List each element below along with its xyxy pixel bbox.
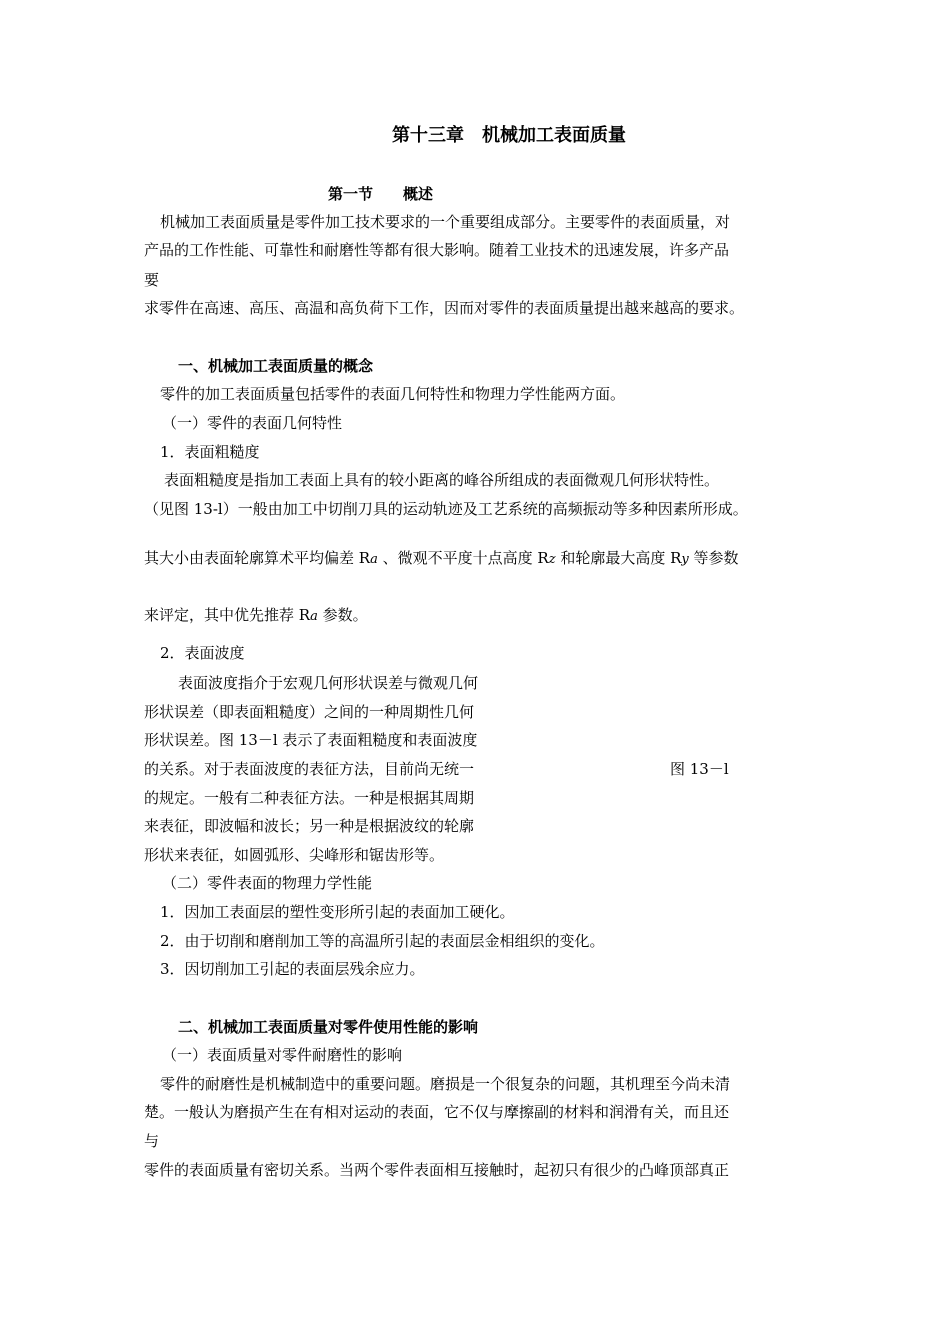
subheading-geometry: （一）零件的表面几何特性 [162,414,343,432]
waviness-line-1: 表面波度指介于宏观几何形状误差与微观几何 [178,674,479,692]
physical-item-2: 2．由于切削和磨削加工等的高温所引起的表面层金相组织的变化。 [160,932,605,950]
section-title: 第一节 概述 [328,185,434,203]
waviness-line-6: 来表征，即波幅和波长；另一种是根据波纹的轮廓 [144,817,475,835]
heading-concept: 一、机械加工表面质量的概念 [178,357,374,375]
ry-subscript: y [681,552,689,567]
roughness-eval-line [144,605,368,627]
wear-line-2: 楚。一般认为磨损产生在有相对运动的表面，它不仅与摩擦副的材料和润滑有关，而且还 [144,1103,730,1121]
waviness-line-2: 形状误差（即表面粗糙度）之间的一种周期性几何 [144,703,475,721]
waviness-line-4: 的关系。对于表面波度的表征方法，目前尚无统一 [144,760,475,778]
roughness-params-text-a: 其大小由表面轮廓算术平均偏差 R [144,549,371,567]
intro-line-4: 求零件在高速、高压、高温和高负荷下工作，因而对零件的表面质量提出越来越高的要求。 [144,299,745,317]
item-roughness: 1．表面粗糙度 [160,443,260,461]
chapter-title: 第十三章 机械加工表面质量 [392,125,626,146]
intro-line-1: 机械加工表面质量是零件加工技术要求的一个重要组成部分。主要零件的表面质量，对 [160,213,731,231]
waviness-line-5: 的规定。一般有二种表征方法。一种是根据其周期 [144,789,475,807]
roughness-eval-text-b: 参数。 [317,606,368,624]
roughness-params-text-d: 等参数 [688,549,739,567]
roughness-params-line [144,548,739,570]
wear-line-1: 零件的耐磨性是机械制造中的重要问题。磨损是一个很复杂的问题，其机理至今尚未清 [160,1075,731,1093]
ra-subscript: a [310,609,318,624]
item-waviness: 2．表面波度 [160,644,245,662]
roughness-params-text-b: 、微观不平度十点高度 R [377,549,549,567]
waviness-line-3: 形状误差。图 13－l 表示了表面粗糙度和表面波度 [144,731,478,749]
concept-paragraph: 零件的加工表面质量包括零件的表面几何特性和物理力学性能两方面。 [160,385,626,403]
subheading-physical: （二）零件表面的物理力学性能 [162,874,373,892]
physical-item-3: 3．因切削加工引起的表面层残余应力。 [160,960,425,978]
subheading-wear: （一）表面质量对零件耐磨性的影响 [162,1046,403,1064]
wear-line-4: 零件的表面质量有密切关系。当两个零件表面相互接触时，起初只有很少的凸峰顶部真正 [144,1161,730,1179]
roughness-params-text-c: 和轮廓最大高度 R [555,549,682,567]
physical-item-1: 1．因加工表面层的塑性变形所引起的表面加工硬化。 [160,903,515,921]
intro-line-3: 要 [144,271,160,289]
wear-line-3: 与 [144,1132,160,1150]
heading-influence: 二、机械加工表面质量对零件使用性能的影响 [178,1018,479,1036]
figure-caption: 图 13－l [670,760,729,778]
roughness-eval-text-a: 来评定，其中优先推荐 R [144,606,311,624]
intro-line-2: 产品的工作性能、可靠性和耐磨性等都有很大影响。随着工业技术的迅速发展，许多产品 [144,241,730,259]
roughness-line-2: （见图 13-l）一般由加工中切削刀具的运动轨迹及工艺系统的高频振动等多种因素所形成。 [144,500,748,518]
rz-subscript: z [548,552,556,567]
ra-subscript: a [370,552,378,567]
waviness-line-7: 形状来表征，如圆弧形、尖峰形和锯齿形等。 [144,846,445,864]
roughness-line-1: 表面粗糙度是指加工表面上具有的较小距离的峰谷所组成的表面微观几何形状特性。 [164,471,720,489]
